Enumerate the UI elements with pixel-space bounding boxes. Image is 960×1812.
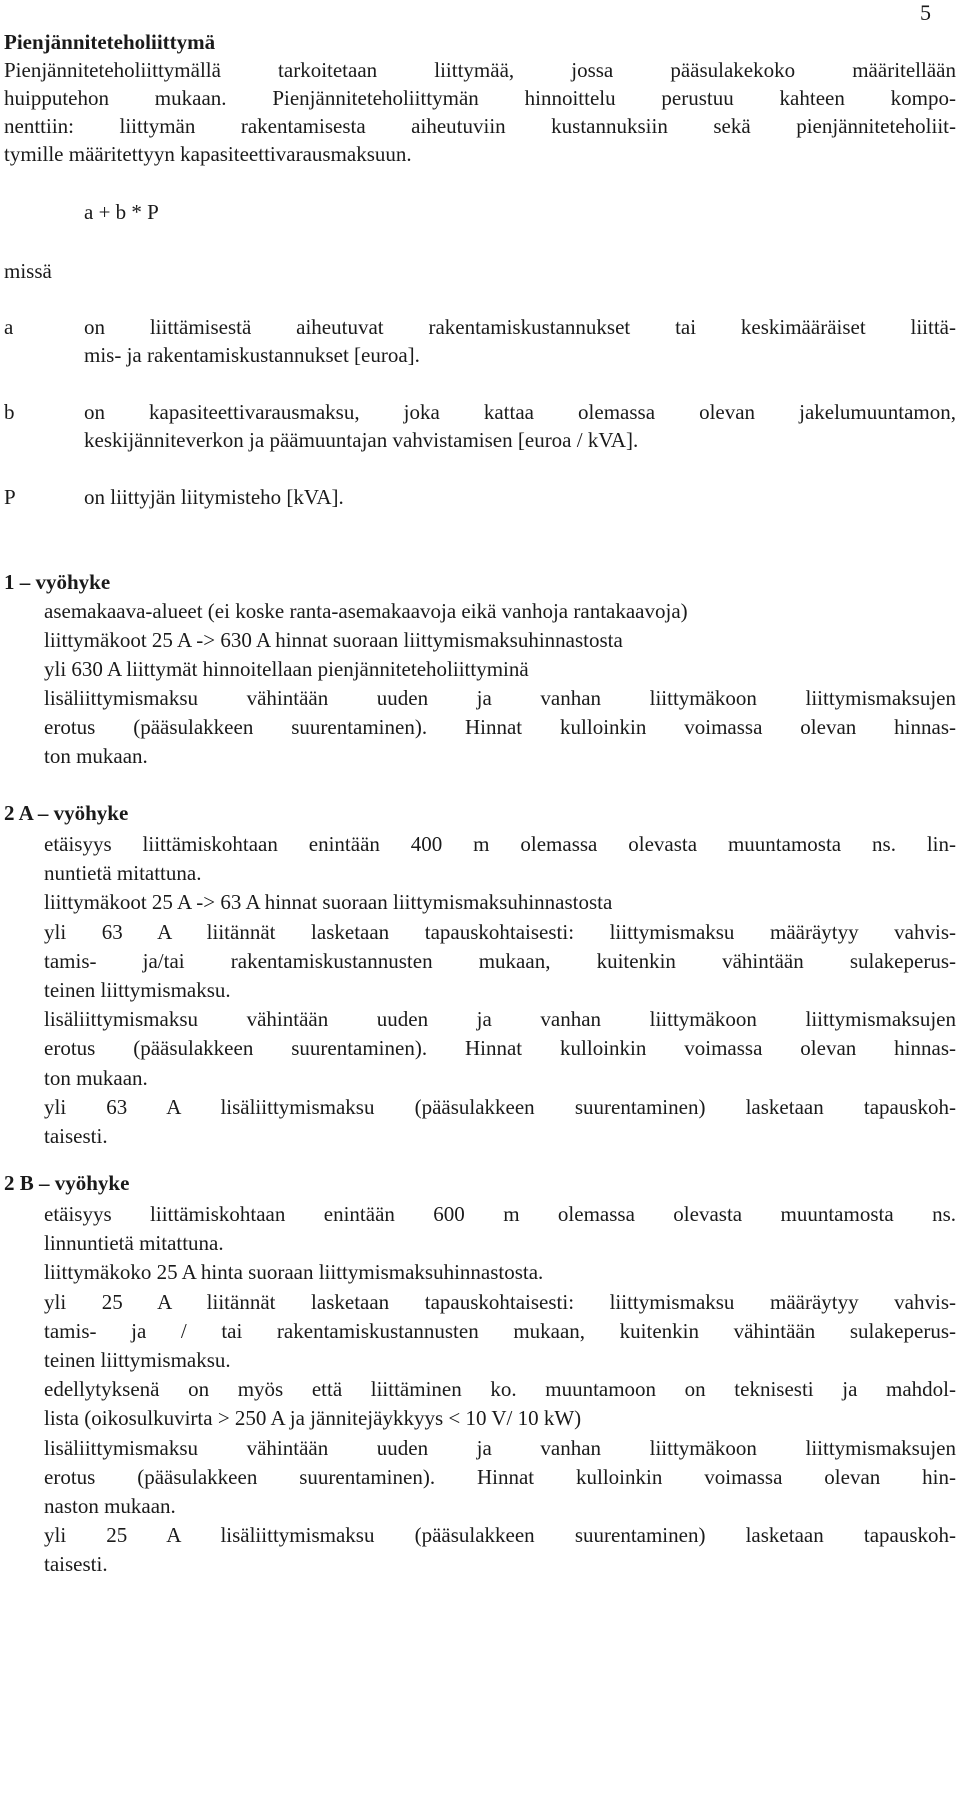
zone2b-line: teinen liittymismaksu. <box>44 1348 231 1373</box>
zone1-line: asemakaava-alueet (ei koske ranta-asemakaavoja eikä vanhoja rantakaavoja) <box>44 599 688 623</box>
definition-text: on kapasiteettivarausmaksu, joka kattaa olemassa olevan jakelumuuntamon, <box>84 400 956 424</box>
zone2b-line: taisesti. <box>44 1552 108 1577</box>
zone2a-line: tamis- ja/tai rakentamiskustannusten mukaan, kuitenkin vähintään sulakeperus- <box>44 948 956 973</box>
zone2b-line: etäisyys liittämiskohtaan enintään 600 m olemassa olevasta muuntamosta ns. <box>44 1202 956 1226</box>
zone2b-heading: 2 B – vyöhyke <box>4 1171 130 1195</box>
zone2b-line: linnuntietä mitattuna. <box>44 1231 224 1256</box>
zone2a-line: nuntietä mitattuna. <box>44 861 202 886</box>
zone2b-body <box>44 1200 956 1580</box>
zone1-line: yli 630 A liittymät hinnoitellaan pienjänniteteholiittyminä <box>44 657 529 681</box>
zone2a-line: yli 63 A lisäliittymismaksu (pääsulakkeen suurentaminen) lasketaan tapauskoh- <box>44 1094 956 1119</box>
definition-text: on liittyjän liitymisteho [kVA]. <box>84 485 344 509</box>
zone2b-line: lista (oikosulkuvirta > 250 A ja jännitejäykkyys < 10 V/ 10 kW) <box>44 1406 582 1431</box>
intro-heading: Pienjänniteteholiittymä <box>4 30 216 54</box>
zone2a-line: yli 63 A liitännät lasketaan tapauskohtaisesti: liittymismaksu määräytyy vahvis- <box>44 919 956 944</box>
zone1-body <box>44 597 956 771</box>
zone2a-line: ton mukaan. <box>44 1065 148 1090</box>
zone2b-line: yli 25 A liitännät lasketaan tapauskohtaisesti: liittymismaksu määräytyy vahvis- <box>44 1289 956 1314</box>
definition-symbol: P <box>4 485 16 509</box>
zone2a-line: lisäliittymismaksu vähintään uuden ja vanhan liittymäkoon liittymismaksujen <box>44 1007 956 1032</box>
definition-text: keskijänniteverkon ja päämuuntajan vahvistamisen [euroa / kVA]. <box>84 428 639 452</box>
zone2a-line: etäisyys liittämiskohtaan enintään 400 m olemassa olevasta muuntamosta ns. lin- <box>44 832 956 856</box>
zone2a-line: erotus (pääsulakkeen suurentaminen). Hinnat kulloinkin voimassa olevan hinnas- <box>44 1036 956 1061</box>
definition-symbol: a <box>4 315 14 339</box>
where-label: missä <box>4 259 52 283</box>
zone1-line: erotus (pääsulakkeen suurentaminen). Hinnat kulloinkin voimassa olevan hinnas- <box>44 715 956 739</box>
formula: a + b * P <box>84 200 159 224</box>
zone2b-line: edellytyksenä on myös että liittäminen ko. muuntamoon on teknisesti ja mahdol- <box>44 1377 956 1402</box>
zone2a-section <box>4 799 956 828</box>
zone2b-line: naston mukaan. <box>44 1494 176 1519</box>
zone2b-line: erotus (pääsulakkeen suurentaminen). Hinnat kulloinkin voimassa olevan hin- <box>44 1464 956 1489</box>
zone1-line: ton mukaan. <box>44 744 148 768</box>
zone2a-heading: 2 A – vyöhyke <box>4 801 129 825</box>
zone2a-body <box>44 830 956 1151</box>
intro-line: nenttiin: liittymän rakentamisesta aiheutuviin kustannuksiin sekä pienjänniteteholiit- <box>4 114 956 138</box>
definition-text: on liittämisestä aiheutuvat rakentamiskustannukset tai keskimääräiset liittä- <box>84 315 956 339</box>
zone1-line: lisäliittymismaksu vähintään uuden ja vanhan liittymäkoon liittymismaksujen <box>44 686 956 710</box>
zone1-heading: 1 – vyöhyke <box>4 570 111 594</box>
zone2a-line: teinen liittymismaksu. <box>44 978 231 1003</box>
zone1-section <box>4 568 956 597</box>
zone2b-line: tamis- ja / tai rakentamiskustannusten mukaan, kuitenkin vähintään sulakeperus- <box>44 1318 956 1343</box>
page-number: 5 <box>920 0 931 25</box>
zone1-line: liittymäkoot 25 A -> 630 A hinnat suoraan liittymismaksuhinnastosta <box>44 628 623 652</box>
zone2b-line: yli 25 A lisäliittymismaksu (pääsulakkeen suurentaminen) lasketaan tapauskoh- <box>44 1523 956 1548</box>
zone2b-section <box>4 1169 956 1198</box>
definition-text: mis- ja rakentamiskustannukset [euroa]. <box>84 343 420 367</box>
intro-line: huipputehon mukaan. Pienjänniteteholiittymän hinnoittelu perustuu kahteen kompo- <box>4 86 956 110</box>
zone2b-line: lisäliittymismaksu vähintään uuden ja vanhan liittymäkoon liittymismaksujen <box>44 1435 956 1460</box>
intro-line: Pienjänniteteholiittymällä tarkoitetaan liittymää, jossa pääsulakekoko määritellään <box>4 58 956 82</box>
zone2b-line: liittymäkoko 25 A hinta suoraan liittymismaksuhinnastosta. <box>44 1260 544 1285</box>
intro-section <box>4 28 956 168</box>
intro-line: tymille määritettyyn kapasiteettivarausmaksuun. <box>4 142 412 166</box>
zone2a-line: taisesti. <box>44 1124 108 1149</box>
zone2a-line: liittymäkoot 25 A -> 63 A hinnat suoraan liittymismaksuhinnastosta <box>44 890 613 915</box>
definition-symbol: b <box>4 400 15 424</box>
